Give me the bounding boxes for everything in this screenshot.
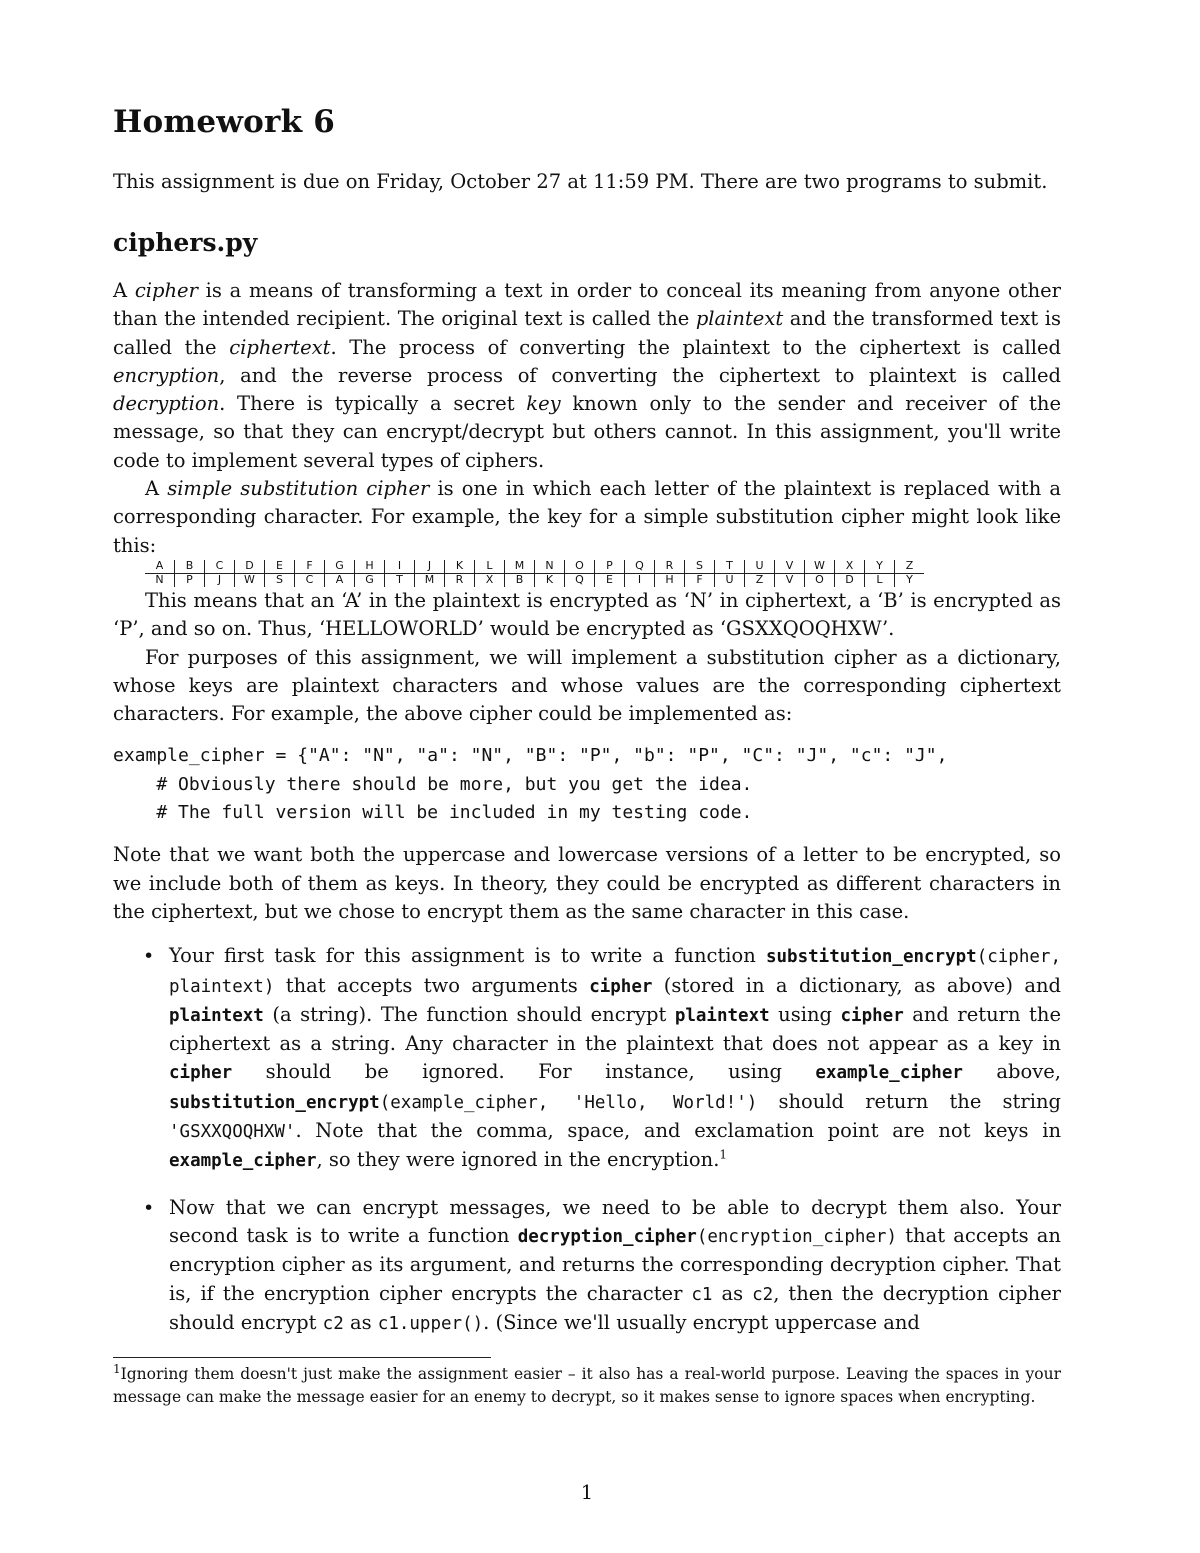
code-block [113,742,1061,827]
plain-letter-o: O [565,560,595,574]
plain-letter-e: E [265,560,295,574]
cipher-letter-c: J [205,573,235,587]
plain-row [145,560,924,574]
cipher-letter-g: A [325,573,355,587]
due-date-text: This assignment is due on Friday, October 27 at 11:59 PM. There are two programs to submit. [113,170,1048,193]
section-heading: ciphers.py [113,228,258,257]
plain-letter-g: G [325,560,355,574]
cipher-letter-d: W [235,573,265,587]
cipher-letter-j: M [415,573,445,587]
cipher-letter-k: R [445,573,475,587]
cipher-letter-r: H [655,573,685,587]
plain-letter-n: N [535,560,565,574]
plain-letter-h: H [355,560,385,574]
cipher-letter-v: V [775,573,805,587]
plain-letter-j: J [415,560,445,574]
code-line-3: # The full version will be included in my testing code. [113,802,753,824]
plain-letter-x: X [835,560,865,574]
cipher-letter-h: G [355,573,385,587]
footnote: $^1$Ignoring them doesn't just make the assignment easier – it also has a real-world purpose. Leaving the spaces in your message can make the message easier for an enemy to decrypt, so it makes sense to ignore spaces when encrypting. [113,1361,1061,1406]
plain-letter-u: U [745,560,775,574]
plain-letter-s: S [685,560,715,574]
plain-letter-l: L [475,560,505,574]
dictionary-paragraph: For purposes of this assignment, we will implement a substitution cipher as a dictionary, whose keys are plaintext characters and whose values are the corresponding ciphertext characters. For example, the above cipher could be implemented as: [113,645,1061,726]
cipher-letter-u: Z [745,573,775,587]
plain-letter-f: F [295,560,325,574]
cipher-key-table [145,560,924,587]
plain-letter-w: W [805,560,835,574]
bullet-icon: • [143,1196,155,1219]
cipher-letter-t: U [715,573,745,587]
cipher-letter-l: X [475,573,505,587]
cipher-letter-a: N [155,573,164,587]
plain-letter-i: I [385,560,415,574]
cipher-letter-e: S [265,573,295,587]
plain-letter-p: P [595,560,625,574]
cipher-letter-p: E [595,573,625,587]
plain-letter-a: A [145,560,175,574]
plain-letter-q: Q [625,560,655,574]
cipher-letter-s: F [685,573,715,587]
footnote-divider [113,1357,491,1358]
cipher-letter-i: T [385,573,415,587]
code-line-1: example_cipher = {"A": "N", "a": "N", "B": "P", "b": "P", "C": "J", "c": "J", [113,745,948,767]
cipher-row [145,573,924,587]
task-list [113,942,1061,1338]
cipher-letter-y: L [865,573,895,587]
plain-letter-v: V [775,560,805,574]
substitution-paragraph: A simple substitution cipher is one in which each letter of the plaintext is replaced with a corresponding character. For example, the key for a simple substitution cipher might look like this: [113,477,1062,557]
page-number: 1 [580,1481,594,1504]
cipher-letter-o: Q [565,573,595,587]
plain-letter-b: B [175,560,205,574]
code-line-2: # Obviously there should be more, but you get the idea. [113,773,753,795]
task-item-1: • Your first task for this assignment is to write a function substitution_encrypt(cipher, plaintext) that accepts two arguments cipher (stored in a dictionary, as above) and plaintext (a string). The function should encrypt plaintext using cipher and return the ciphertext as a string. Any character in the plaintext that does not appear as a key in cipher should be ignored. For instance, using example_cipher above, substitution_encrypt(example_cipher, 'Hello, World!') should return the string 'GSXXQOQHXW'. Note that the comma, space, and exclamation point are not keys in example_cipher, so they were ignored in the encryption.$^1$ [143,944,1062,1172]
intro-paragraph: A cipher is a means of transforming a text in order to conceal its meaning from anyone other than the intended recipient. The original text is called the plaintext and the transformed text is called the ciphertext. The process of converting the plaintext to the ciphertext is called encryption, and the reverse process of converting the ciphertext to plaintext is called decryption. There is typically a secret key known only to the sender and receiver of the message, so that they can encrypt/decrypt but others cannot. In this assignment, you'll write code to implement several types of ciphers. [113,279,1062,472]
cipher-letter-m: B [505,573,535,587]
cipher-letter-b: P [175,573,205,587]
plain-letter-y: Y [865,560,895,574]
plain-letter-d: D [235,560,265,574]
plain-letter-k: K [445,560,475,574]
plain-letter-z: Z [895,560,925,574]
cipher-letter-f: C [295,573,325,587]
plain-letter-r: R [655,560,685,574]
note-paragraph: Note that we want both the uppercase and lowercase versions of a letter to be encrypted, so we include both of them as keys. In theory, they could be encrypted as different characters in the ciphertext, but we chose to encrypt them as the same character in this case. [113,843,1061,923]
plain-letter-m: M [505,560,535,574]
cipher-letter-q: I [625,573,655,587]
bullet-icon: • [143,945,155,968]
document-body [113,277,1061,1356]
plain-letter-t: T [715,560,745,574]
task-item-2: • Now that we can encrypt messages, we need to be able to decrypt them also. Your second task is to write a function decryption_cipher(encryption_cipher) that accepts an encryption cipher as its argument, and returns the corresponding decryption cipher. That is, if the encryption cipher encrypts the character c1 as c2, then the decryption cipher should encrypt c2 as c1.upper(). (Since we'll usually encrypt uppercase and [143,1195,1062,1334]
page-title: Homework 6 [113,104,336,140]
plain-letter-c: C [205,560,235,574]
cipher-letter-w: O [805,573,835,587]
cipher-letter-z: Y [895,573,925,587]
footnote-ref: 1 [719,1147,728,1162]
cipher-letter-n: K [535,573,565,587]
example-explanation: This means that an ‘A’ in the plaintext is encrypted as ‘N’ in ciphertext, a ‘B’ is encrypted as ‘P’, and so on. Thus, ‘HELLOWORLD’ would be encrypted as ‘GSXXQOQHXW’. [113,588,1061,641]
cipher-letter-x: D [835,573,865,587]
